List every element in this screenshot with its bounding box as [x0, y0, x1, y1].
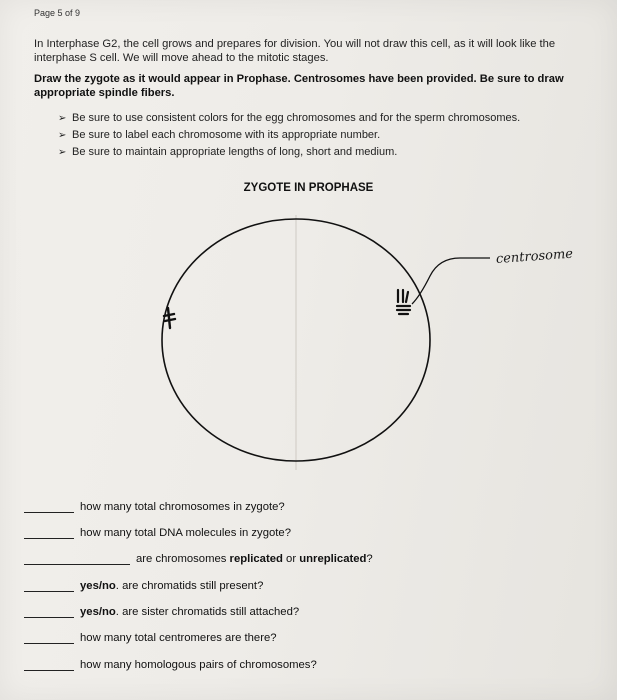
question-text-pre: are chromosomes — [136, 553, 230, 565]
question-yesno: yes/no — [80, 580, 116, 592]
instruction-item: ➢ Be sure to label each chromosome with its appropriate number. — [58, 129, 558, 142]
answer-blank[interactable] — [24, 605, 74, 618]
intro-paragraph: In Interphase G2, the cell grows and prepares for division. You will not draw this cell, as it will look like the interphase S cell. We will move ahead to the mitotic stages. — [34, 38, 556, 64]
centrosome-right — [397, 290, 410, 314]
question-row — [24, 526, 291, 539]
question-row — [24, 500, 285, 513]
answer-blank[interactable] — [24, 658, 74, 671]
centrosome-handwritten-label: centrosome — [495, 246, 574, 267]
question-text: how many total centromeres are there? — [80, 632, 277, 644]
answer-blank[interactable] — [24, 526, 74, 539]
answer-blank[interactable] — [24, 579, 74, 592]
question-text-post: ? — [366, 553, 373, 565]
question-text: how many homologous pairs of chromosomes? — [80, 659, 317, 671]
question-text-mid: or — [282, 553, 300, 565]
answer-blank[interactable] — [24, 552, 130, 565]
question-row — [24, 605, 299, 618]
answer-blank[interactable] — [24, 500, 74, 513]
question-text: how many total DNA molecules in zygote? — [80, 527, 291, 539]
question-row — [24, 552, 373, 565]
question-text: how many total chromosomes in zygote? — [80, 501, 285, 513]
diagram-title: ZYGOTE IN PROPHASE — [243, 182, 374, 194]
question-text: . are sister chromatids still attached? — [115, 606, 300, 618]
question-bold-unreplicated: unreplicated — [299, 553, 367, 565]
question-row — [24, 658, 317, 671]
question-row — [24, 631, 277, 644]
page-number: Page 5 of 9 — [34, 8, 81, 18]
question-bold-replicated: replicated — [229, 553, 283, 565]
question-row — [24, 579, 263, 592]
question-text: . are chromatids still present? — [115, 580, 264, 592]
question-yesno: yes/no — [80, 606, 116, 618]
task-instructions: Draw the zygote as it would appear in Prophase. Centrosomes have been provided. Be sure to draw appropriate spindle fibers. — [34, 73, 564, 99]
answer-blank[interactable] — [24, 631, 74, 644]
instruction-item: ➢ Be sure to use consistent colors for the egg chromosomes and for the sperm chromosomes. — [58, 112, 558, 125]
label-pointer — [412, 258, 490, 304]
instruction-item: ➢ Be sure to maintain appropriate lengths of long, short and medium. — [58, 146, 558, 159]
